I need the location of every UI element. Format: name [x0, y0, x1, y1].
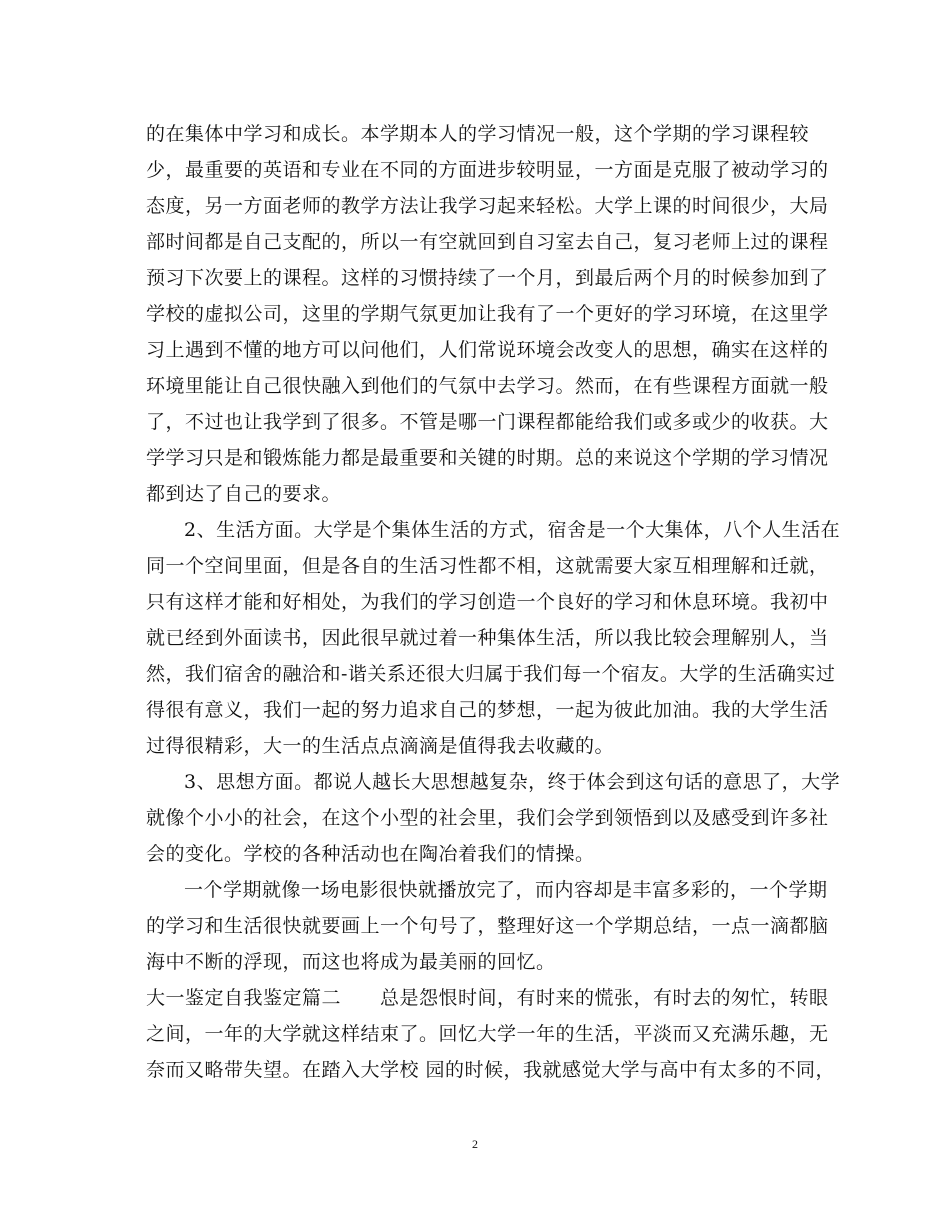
text-line: 就像个小小的社会，在这个小型的社会里，我们会学到领悟到以及感受到许多社: [146, 807, 829, 829]
text-line: 奈而又略带失望。在踏入大学校 园的时候，我就感觉大学与高中有太多的不同，: [146, 1059, 836, 1081]
text-line: 学校的虚拟公司，这里的学期气氛更加让我有了一个更好的学习环境，在这里学: [146, 303, 829, 325]
text-line: 只有这样才能和好相处，为我们的学习创造一个良好的学习和休息环境。我初中: [146, 591, 829, 613]
text-line: 环境里能让自己很快融入到他们的气氛中去学习。然而，在有些课程方面就一般: [146, 375, 829, 397]
text-line: 习上遇到不懂的地方可以问他们，人们常说环境会改变人的思想，确实在这样的: [146, 339, 829, 361]
text-line: 的学习和生活很快就要画上一个句号了，整理好这一个学期总结，一点一滴都脑: [146, 915, 829, 937]
page-number: 2: [472, 1137, 478, 1151]
text-line: 得很有意义，我们一起的努力追求自己的梦想，一起为彼此加油。我的大学生活: [146, 699, 829, 721]
text-line: 态度，另一方面老师的教学方法让我学习起来轻松。大学上课的时间很少，大局: [146, 195, 829, 217]
text-line: 学学习只是和锻炼能力都是最重要和关键的时期。总的来说这个学期的学习情况: [146, 447, 829, 469]
text-line: 之间，一年的大学就这样结束了。回忆大学一年的生活，平淡而又充满乐趣，无: [146, 1023, 829, 1045]
text-line: 会的变化。学校的各种活动也在陶冶着我们的情操。: [146, 843, 595, 865]
text-line: 都到达了自己的要求。: [146, 483, 342, 505]
text-line: 少，最重要的英语和专业在不同的方面进步较明显，一方面是克服了被动学习的: [146, 159, 829, 181]
text-line: 然，我们宿舍的融洽和-谐关系还很大归属于我们每一个宿友。大学的生活确实过: [146, 663, 836, 685]
text-line: 了，不过也让我学到了很多。不管是哪一门课程都能给我们或多或少的收获。大: [146, 411, 829, 433]
paragraph-first-line: 3、思想方面。都说人越长大思想越复杂，终于体会到这句话的意思了，大学: [184, 771, 841, 793]
text-line: 部时间都是自己支配的，所以一有空就回到自习室去自己，复习老师上过的课程: [146, 231, 829, 253]
section-heading-line: 大一鉴定自我鉴定篇二 总是怨恨时间，有时来的慌张，有时去的匆忙，转眼: [146, 987, 829, 1009]
text-line: 同一个空间里面，但是各自的生活习性都不相，这就需要大家互相理解和迁就，: [146, 555, 829, 577]
text-line: 就已经到外面读书，因此很早就过着一种集体生活，所以我比较会理解别人，当: [146, 627, 829, 649]
text-line: 海中不断的浮现，而这也将成为最美丽的回忆。: [146, 951, 556, 973]
text-line: 预习下次要上的课程。这样的习惯持续了一个月，到最后两个月的时候参加到了: [146, 267, 829, 289]
paragraph-first-line: 2、生活方面。大学是个集体生活的方式，宿舍是一个大集体，八个人生活在: [184, 519, 841, 541]
text-line: 过得很精彩，大一的生活点点滴滴是值得我去收藏的。: [146, 735, 615, 757]
text-line: 的在集体中学习和成长。本学期本人的学习情况一般，这个学期的学习课程较: [146, 123, 810, 145]
paragraph-first-line: 一个学期就像一场电影很快就播放完了，而内容却是丰富多彩的，一个学期: [184, 879, 828, 901]
